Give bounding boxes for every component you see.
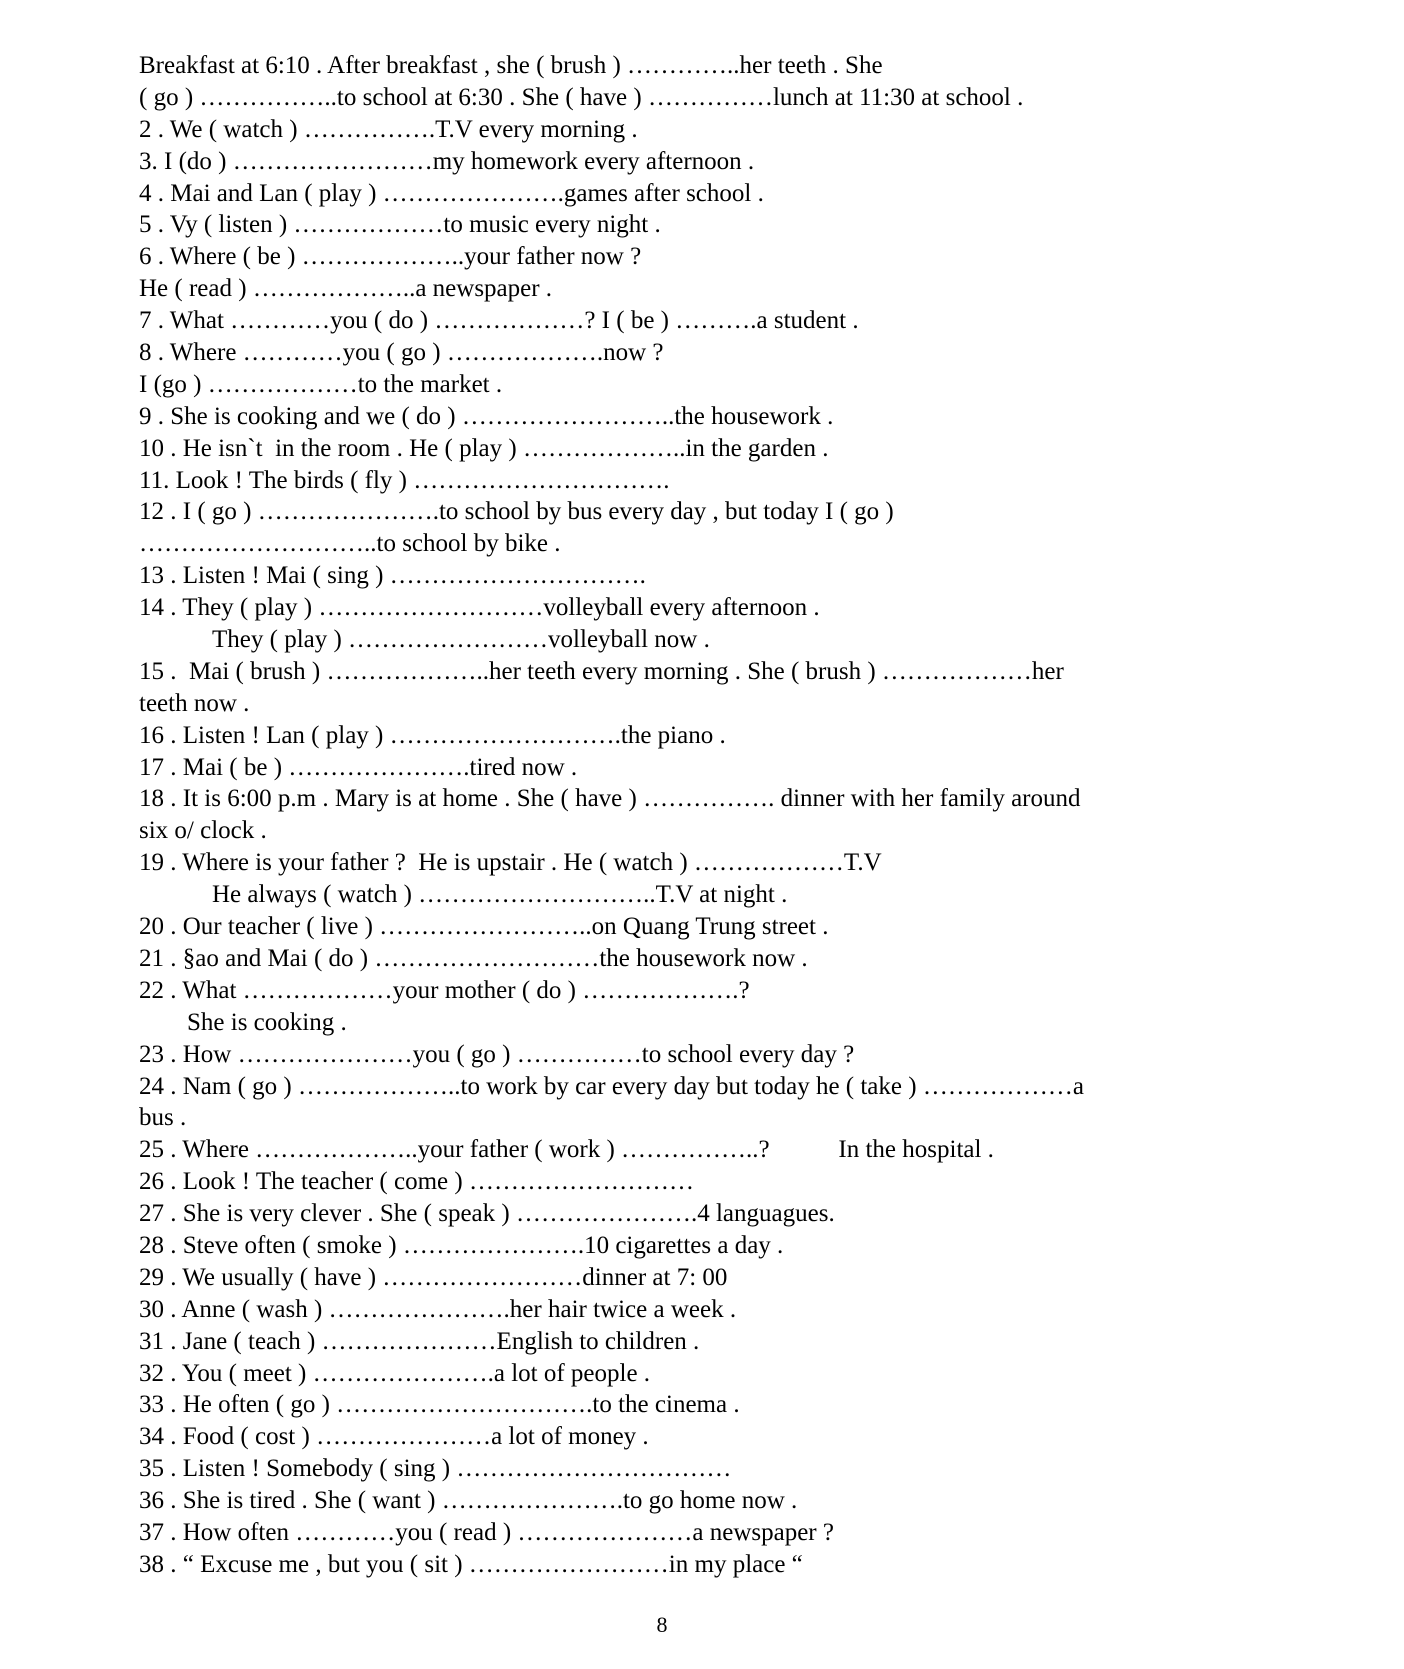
exercise-item: 13 . Listen ! Mai ( sing ) ………………………….	[139, 562, 646, 590]
exercise-item: 30 . Anne ( wash ) ………………….her hair twice a week .	[139, 1295, 737, 1323]
exercise-item: 22 . What ………………your mother ( do ) ……………….?	[139, 976, 750, 1004]
exercise-list	[139, 50, 1299, 1581]
exercise-item: 37 . How often …………you ( read ) …………………a newspaper ?	[139, 1518, 834, 1546]
exercise-item: 26 . Look ! The teacher ( come ) ………………………	[139, 1168, 694, 1196]
exercise-item: 16 . Listen ! Lan ( play ) ……………………….the piano .	[139, 721, 726, 749]
exercise-item: 15 . Mai ( brush ) ………………..her teeth every morning . She ( brush ) ………………her	[139, 657, 1064, 685]
exercise-item-continuation: He always ( watch ) ………………………..T.V at night .	[212, 881, 788, 909]
exercise-item: 10 . He isn`t in the room . He ( play ) ………………..in the garden .	[139, 434, 829, 462]
exercise-item: 12 . I ( go ) ………………….to school by bus every day , but today I ( go )	[139, 498, 894, 526]
text-line: ( go ) ……………..to school at 6:30 . She ( have ) ……………lunch at 11:30 at school .	[139, 83, 1024, 111]
exercise-item: 6 . Where ( be ) ………………..your father now ?	[139, 243, 642, 271]
exercise-item-continuation: teeth now .	[139, 689, 250, 717]
exercise-item: 28 . Steve often ( smoke ) ………………….10 cigarettes a day .	[139, 1231, 784, 1259]
exercise-item: 4 . Mai and Lan ( play ) ………………….games after school .	[139, 179, 764, 207]
exercise-item: 8 . Where …………you ( go ) ……………….now ?	[139, 339, 664, 367]
exercise-item: 5 . Vy ( listen ) ………………to music every night .	[139, 211, 661, 239]
exercise-item: 2 . We ( watch ) …………….T.V every morning .	[139, 115, 638, 143]
exercise-item: 7 . What …………you ( do ) ………………? I ( be ) ……….a student .	[139, 307, 859, 335]
exercise-item: 3. I (do ) ……………………my homework every afternoon .	[139, 147, 755, 175]
exercise-item-continuation: She is cooking .	[187, 1008, 347, 1036]
exercise-item: 14 . They ( play ) ………………………volleyball every afternoon .	[139, 594, 820, 622]
exercise-item: 35 . Listen ! Somebody ( sing ) ……………………………	[139, 1455, 732, 1483]
exercise-item: 19 . Where is your father ? He is upstair . He ( watch ) ………………T.V	[139, 849, 882, 877]
exercise-item: 9 . She is cooking and we ( do ) ……………………..the housework .	[139, 402, 834, 430]
exercise-item-continuation: ………………………..to school by bike .	[139, 530, 561, 558]
exercise-item-continuation: He ( read ) ………………..a newspaper .	[139, 275, 553, 303]
exercise-item: 29 . We usually ( have ) ……………………dinner at 7: 00	[139, 1263, 728, 1291]
exercise-item: 34 . Food ( cost ) …………………a lot of money .	[139, 1423, 649, 1451]
exercise-item: 24 . Nam ( go ) ………………..to work by car every day but today he ( take ) ………………a	[139, 1072, 1084, 1100]
exercise-item: 25 . Where ………………..your father ( work ) ……………..? In the hospital .	[139, 1136, 994, 1164]
exercise-item: 17 . Mai ( be ) ………………….tired now .	[139, 753, 578, 781]
exercise-item: 38 . “ Excuse me , but you ( sit ) ……………………in my place “	[139, 1550, 803, 1578]
page-number: 8	[656, 1612, 668, 1637]
exercise-item: 21 . §ao and Mai ( do ) ………………………the housework now .	[139, 944, 808, 972]
exercise-item: 33 . He often ( go ) ………………………….to the cinema .	[139, 1391, 740, 1419]
text-line: Breakfast at 6:10 . After breakfast , she ( brush ) …………..her teeth . She	[139, 52, 883, 79]
exercise-item-continuation: six o/ clock .	[139, 817, 267, 845]
exercise-item-continuation: I (go ) ………………to the market .	[139, 370, 503, 398]
exercise-item: 11. Look ! The birds ( fly ) ………………………….	[139, 466, 670, 494]
exercise-item: 23 . How …………………you ( go ) ……………to school every day ?	[139, 1040, 855, 1068]
exercise-item: 20 . Our teacher ( live ) ……………………..on Quang Trung street .	[139, 913, 829, 941]
exercise-item: 31 . Jane ( teach ) …………………English to children .	[139, 1327, 700, 1355]
exercise-item: 36 . She is tired . She ( want ) ………………….to go home now .	[139, 1487, 798, 1515]
exercise-item-continuation: bus .	[139, 1104, 187, 1132]
exercise-item: 27 . She is very clever . She ( speak ) ………………….4 languagues.	[139, 1200, 835, 1228]
exercise-item: 18 . It is 6:00 p.m . Mary is at home . She ( have ) ……………. dinner with her family around	[139, 785, 1081, 813]
exercise-item: 32 . You ( meet ) ………………….a lot of people .	[139, 1359, 651, 1387]
exercise-item-continuation: They ( play ) ……………………volleyball now .	[212, 626, 710, 654]
